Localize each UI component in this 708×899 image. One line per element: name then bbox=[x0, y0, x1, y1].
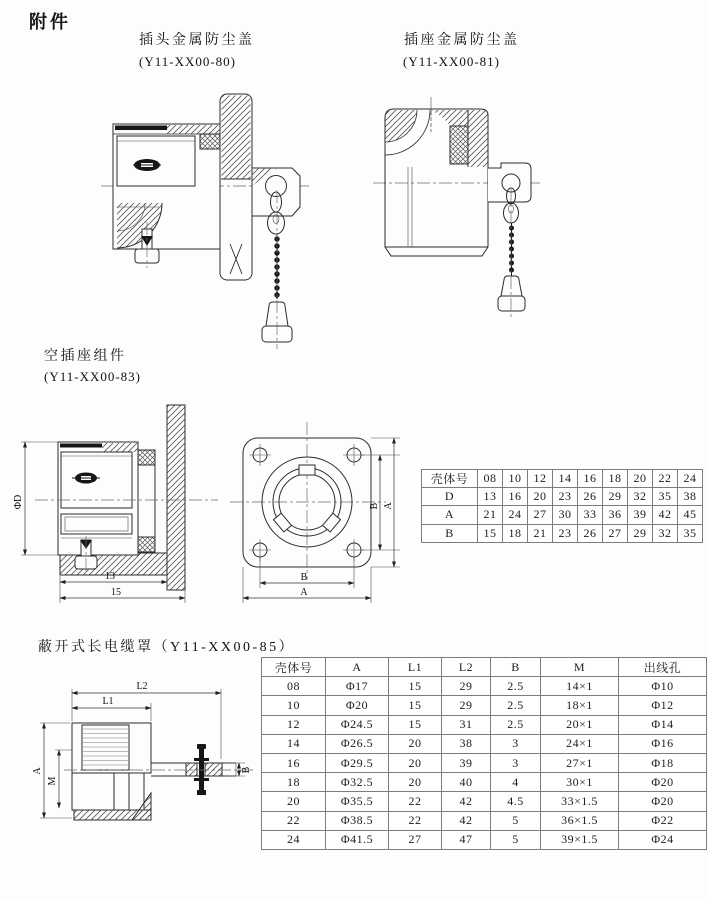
table-cell: A bbox=[422, 506, 478, 524]
dimension-B bbox=[226, 763, 252, 776]
empty-socket-front-drawing bbox=[228, 420, 413, 615]
table-row bbox=[422, 470, 703, 488]
table-cell: 35 bbox=[653, 488, 678, 506]
table-cell: 22 bbox=[389, 811, 442, 830]
table-cell: 47 bbox=[442, 830, 491, 849]
table-cell: 30×1 bbox=[541, 773, 619, 792]
table-cell: 32 bbox=[628, 488, 653, 506]
table-cell: 38 bbox=[442, 734, 491, 753]
table-cell: 20 bbox=[389, 734, 442, 753]
socket-cap-drawing bbox=[368, 84, 593, 324]
table-row bbox=[422, 524, 703, 542]
table-cell: 14 bbox=[553, 470, 578, 488]
table-row bbox=[262, 677, 707, 696]
table-cell: Φ32.5 bbox=[326, 773, 389, 792]
table-cell: 16 bbox=[503, 488, 528, 506]
table-cell: M bbox=[541, 658, 619, 677]
table-cell: 33×1.5 bbox=[541, 792, 619, 811]
table-cell: 23 bbox=[553, 524, 578, 542]
table-cell: 壳体号 bbox=[422, 470, 478, 488]
table-cell: 2.5 bbox=[491, 715, 541, 734]
flange-plate bbox=[243, 438, 371, 567]
table-cell: 12 bbox=[528, 470, 553, 488]
table-cell: 10 bbox=[503, 470, 528, 488]
table-row bbox=[422, 506, 703, 524]
table-row bbox=[262, 715, 707, 734]
chain-lug bbox=[488, 163, 531, 202]
dim-label-L2: L2 bbox=[136, 681, 148, 692]
dim-label-L1: L1 bbox=[102, 696, 114, 707]
table-row bbox=[262, 734, 707, 753]
table-cell: 33 bbox=[578, 506, 603, 524]
dim-label-A: A bbox=[32, 767, 43, 775]
table-cell: 21 bbox=[478, 506, 503, 524]
table-cell: 22 bbox=[262, 811, 326, 830]
table-cell: 5 bbox=[491, 811, 541, 830]
dim-label-B-right: B bbox=[369, 502, 380, 510]
dim-label-15: 15 bbox=[111, 587, 121, 598]
plug-cap-model: (Y11-XX00-80) bbox=[139, 54, 236, 69]
table-cell: Φ12 bbox=[619, 696, 707, 715]
table-cell: 24 bbox=[503, 506, 528, 524]
table-cell: 4 bbox=[491, 773, 541, 792]
table-cell: 42 bbox=[442, 811, 491, 830]
empty-socket-model: (Y11-XX00-83) bbox=[44, 369, 141, 384]
table-cell: Φ35.5 bbox=[326, 792, 389, 811]
table-cell: 2.5 bbox=[491, 696, 541, 715]
dim-label-B: B bbox=[241, 766, 252, 774]
table-cell: 31 bbox=[442, 715, 491, 734]
table-cell: 45 bbox=[678, 506, 703, 524]
table-cell: 26 bbox=[578, 524, 603, 542]
table-row bbox=[262, 773, 707, 792]
table-cell: Φ24 bbox=[619, 830, 707, 849]
table-cell: 21 bbox=[528, 524, 553, 542]
table-cell: 26 bbox=[578, 488, 603, 506]
table-cell: 壳体号 bbox=[262, 658, 326, 677]
table-cell: D bbox=[422, 488, 478, 506]
cap-dome bbox=[385, 109, 488, 167]
empty-socket-section-drawing bbox=[10, 390, 220, 625]
table-cell: 14 bbox=[262, 734, 326, 753]
table-cell: 39 bbox=[442, 753, 491, 772]
outlet-tube bbox=[151, 763, 236, 776]
table-cell: 5 bbox=[491, 830, 541, 849]
plug-cap-drawing bbox=[95, 86, 335, 351]
table-cell: Φ38.5 bbox=[326, 811, 389, 830]
table-cell: B bbox=[491, 658, 541, 677]
table-cell: Φ26.5 bbox=[326, 734, 389, 753]
table-row bbox=[422, 488, 703, 506]
cap-body bbox=[113, 124, 220, 268]
empty-socket-label: 空插座组件 bbox=[44, 349, 127, 364]
table-cell: 40 bbox=[442, 773, 491, 792]
table-cell: 24 bbox=[678, 470, 703, 488]
chain-bob bbox=[498, 276, 525, 311]
table-cell: 15 bbox=[389, 715, 442, 734]
table-cell: 29 bbox=[628, 524, 653, 542]
table-cell: 22 bbox=[653, 470, 678, 488]
dimension-13-15 bbox=[60, 571, 185, 603]
cap-skirt bbox=[385, 167, 488, 256]
table-cell: 16 bbox=[578, 470, 603, 488]
table-cell: Φ20 bbox=[326, 696, 389, 715]
table-cell: 30 bbox=[553, 506, 578, 524]
table-cell: 39 bbox=[628, 506, 653, 524]
table-cell: 23 bbox=[553, 488, 578, 506]
table-cell: 08 bbox=[478, 470, 503, 488]
table-cell: 27 bbox=[389, 830, 442, 849]
table-cell: 20 bbox=[528, 488, 553, 506]
table-row bbox=[262, 830, 707, 849]
dim-label-13: 13 bbox=[105, 571, 115, 582]
table-cell: 15 bbox=[389, 677, 442, 696]
table-cell: Φ29.5 bbox=[326, 753, 389, 772]
table-cell: 13 bbox=[478, 488, 503, 506]
dimension-right bbox=[361, 438, 400, 567]
dim-label-M: M bbox=[47, 776, 58, 786]
table-cell: 18×1 bbox=[541, 696, 619, 715]
table-cell: 42 bbox=[653, 506, 678, 524]
table-cell: 15 bbox=[478, 524, 503, 542]
cable-cover-drawing bbox=[14, 663, 259, 838]
socket-cap-model: (Y11-XX00-81) bbox=[403, 54, 500, 69]
table-cell: 15 bbox=[389, 696, 442, 715]
table-row bbox=[262, 696, 707, 715]
cable-cover-table bbox=[261, 657, 707, 850]
cover-body bbox=[72, 723, 151, 820]
table-cell: 24 bbox=[262, 830, 326, 849]
table-cell: 29 bbox=[442, 696, 491, 715]
table-cell: 18 bbox=[503, 524, 528, 542]
table-cell: Φ24.5 bbox=[326, 715, 389, 734]
table-cell: 38 bbox=[678, 488, 703, 506]
table-cell: 36 bbox=[603, 506, 628, 524]
table-cell: Φ17 bbox=[326, 677, 389, 696]
shell-size-table bbox=[421, 469, 703, 543]
dimension-M bbox=[47, 750, 72, 808]
dimension-L1 bbox=[72, 696, 151, 721]
table-cell: 20 bbox=[262, 792, 326, 811]
table-cell: Φ10 bbox=[619, 677, 707, 696]
table-cell: Φ16 bbox=[619, 734, 707, 753]
table-cell: L1 bbox=[389, 658, 442, 677]
dimension-A bbox=[32, 723, 72, 818]
table-cell: 36×1.5 bbox=[541, 811, 619, 830]
cable-cover-title: 蔽开式长电缆罩（Y11-XX00-85） bbox=[38, 640, 296, 655]
table-row bbox=[262, 658, 707, 677]
table-cell: 3 bbox=[491, 753, 541, 772]
table-cell: 27×1 bbox=[541, 753, 619, 772]
table-cell: 35 bbox=[678, 524, 703, 542]
table-row bbox=[262, 792, 707, 811]
table-cell: Φ22 bbox=[619, 811, 707, 830]
dim-label-A-right: A bbox=[383, 502, 394, 510]
table-cell: Φ14 bbox=[619, 715, 707, 734]
table-cell: L2 bbox=[442, 658, 491, 677]
table-cell: 2.5 bbox=[491, 677, 541, 696]
dim-label-phiD: ΦD bbox=[13, 494, 24, 510]
table-cell: Φ20 bbox=[619, 792, 707, 811]
table-cell: 3 bbox=[491, 734, 541, 753]
dimension-phiD bbox=[13, 442, 58, 555]
table-cell: 20 bbox=[628, 470, 653, 488]
table-cell: 39×1.5 bbox=[541, 830, 619, 849]
table-row bbox=[262, 811, 707, 830]
table-cell: 20 bbox=[389, 773, 442, 792]
table-cell: 出线孔 bbox=[619, 658, 707, 677]
dim-label-B-bottom: B bbox=[300, 572, 308, 583]
table-cell: 4.5 bbox=[491, 792, 541, 811]
socket-cap-label: 插座金属防尘盖 bbox=[404, 33, 520, 48]
table-cell: 27 bbox=[528, 506, 553, 524]
page-title: 附件 bbox=[29, 12, 71, 32]
table-cell: 29 bbox=[603, 488, 628, 506]
table-cell: 08 bbox=[262, 677, 326, 696]
table-cell: 16 bbox=[262, 753, 326, 772]
table-cell: 22 bbox=[389, 792, 442, 811]
table-cell: 10 bbox=[262, 696, 326, 715]
plug-cap-label: 插头金属防尘盖 bbox=[139, 33, 255, 48]
table-cell: 20×1 bbox=[541, 715, 619, 734]
table-cell: 20 bbox=[389, 753, 442, 772]
dim-label-A-bottom: A bbox=[300, 587, 308, 598]
table-cell: 42 bbox=[442, 792, 491, 811]
table-cell: 27 bbox=[603, 524, 628, 542]
table-cell: 18 bbox=[603, 470, 628, 488]
table-cell: Φ20 bbox=[619, 773, 707, 792]
table-cell: 18 bbox=[262, 773, 326, 792]
table-cell: Φ41.5 bbox=[326, 830, 389, 849]
table-row bbox=[262, 753, 707, 772]
table-cell: 29 bbox=[442, 677, 491, 696]
table-cell: 32 bbox=[653, 524, 678, 542]
table-cell: B bbox=[422, 524, 478, 542]
table-cell: Φ18 bbox=[619, 753, 707, 772]
table-cell: A bbox=[326, 658, 389, 677]
table-cell: 24×1 bbox=[541, 734, 619, 753]
table-cell: 12 bbox=[262, 715, 326, 734]
mounting-plate bbox=[220, 94, 252, 280]
table-cell: 14×1 bbox=[541, 677, 619, 696]
